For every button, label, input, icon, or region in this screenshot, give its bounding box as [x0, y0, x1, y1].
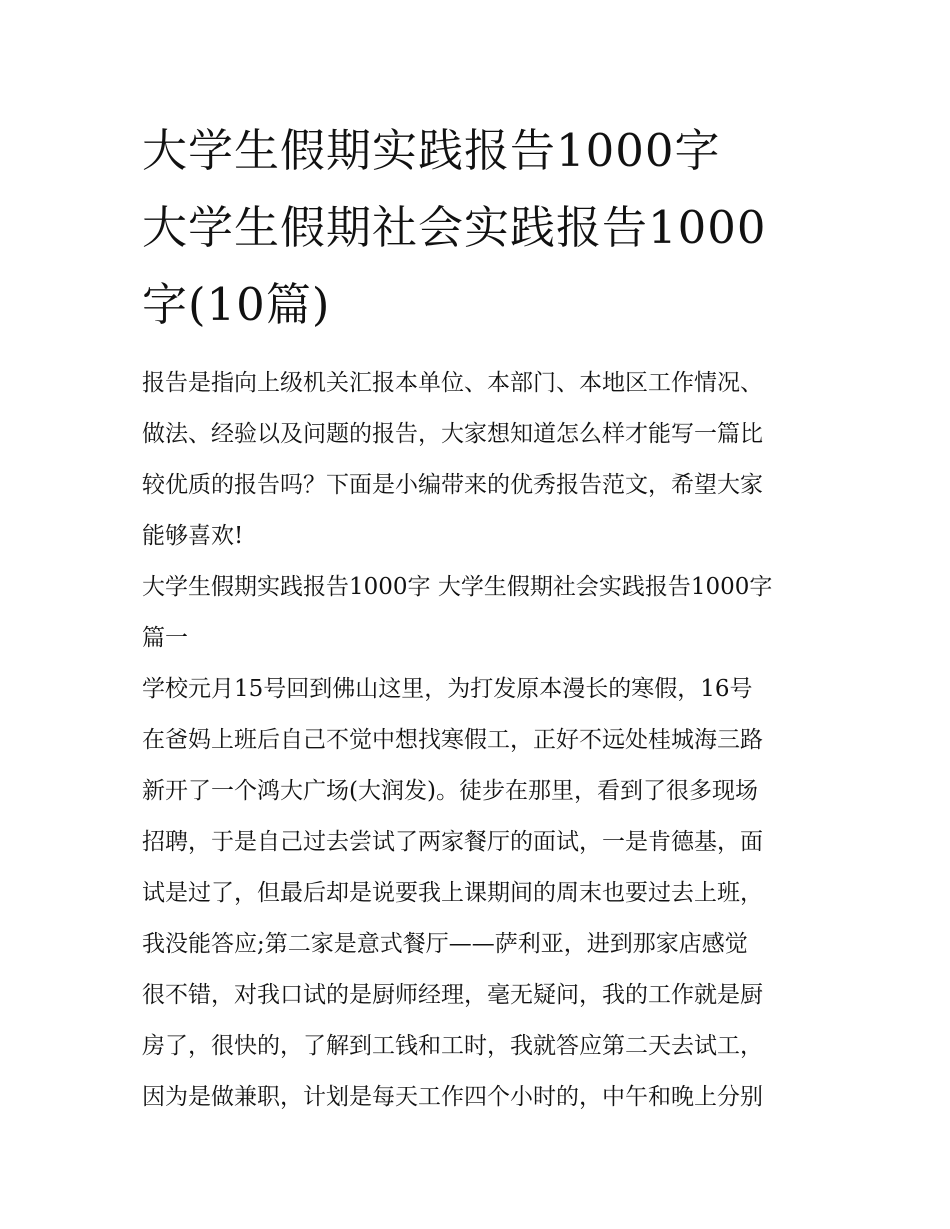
section-heading-line: 篇一: [142, 625, 188, 651]
title-line: 大学生假期实践报告1000字: [142, 124, 721, 177]
body-line: 在爸妈上班后自己不觉中想找寒假工，正好不远处桂城海三路: [142, 727, 763, 753]
body-line: 学校元月15号回到佛山这里，为打发原本漫长的寒假，16号: [142, 676, 753, 702]
body-line: 招聘，于是自己过去尝试了两家餐厅的面试，一是肯德基，面: [142, 829, 763, 855]
body-line: 试是过了，但最后却是说要我上课期间的周末也要过去上班，: [142, 880, 763, 906]
body-line: 很不错，对我口试的是厨师经理，毫无疑问，我的工作就是厨: [142, 982, 763, 1008]
body-line: 较优质的报告吗？下面是小编带来的优秀报告范文，希望大家: [142, 472, 763, 498]
body-line: 房了，很快的，了解到工钱和工时，我就答应第二天去试工，: [142, 1033, 763, 1059]
document-title: [142, 112, 822, 343]
body-line: 做法、经验以及问题的报告，大家想知道怎么样才能写一篇比: [142, 421, 763, 447]
body-line: 因为是做兼职，计划是每天工作四个小时的，中午和晚上分别: [142, 1084, 763, 1110]
body-line: 新开了一个鸿大广场(大润发)。徒步在那里，看到了很多现场: [142, 778, 758, 804]
body-line: 报告是指向上级机关汇报本单位、本部门、本地区工作情况、: [142, 370, 763, 396]
title-line: 大学生假期社会实践报告1000: [142, 201, 767, 254]
body-line: 能够喜欢!: [142, 523, 244, 549]
body-line: 我没能答应;第二家是意式餐厅——萨利亚，进到那家店感觉: [142, 931, 748, 957]
title-line: 字(10篇): [142, 278, 331, 331]
document-body: [142, 358, 822, 1123]
section-heading-line: 大学生假期实践报告1000字 大学生假期社会实践报告1000字: [142, 574, 773, 600]
